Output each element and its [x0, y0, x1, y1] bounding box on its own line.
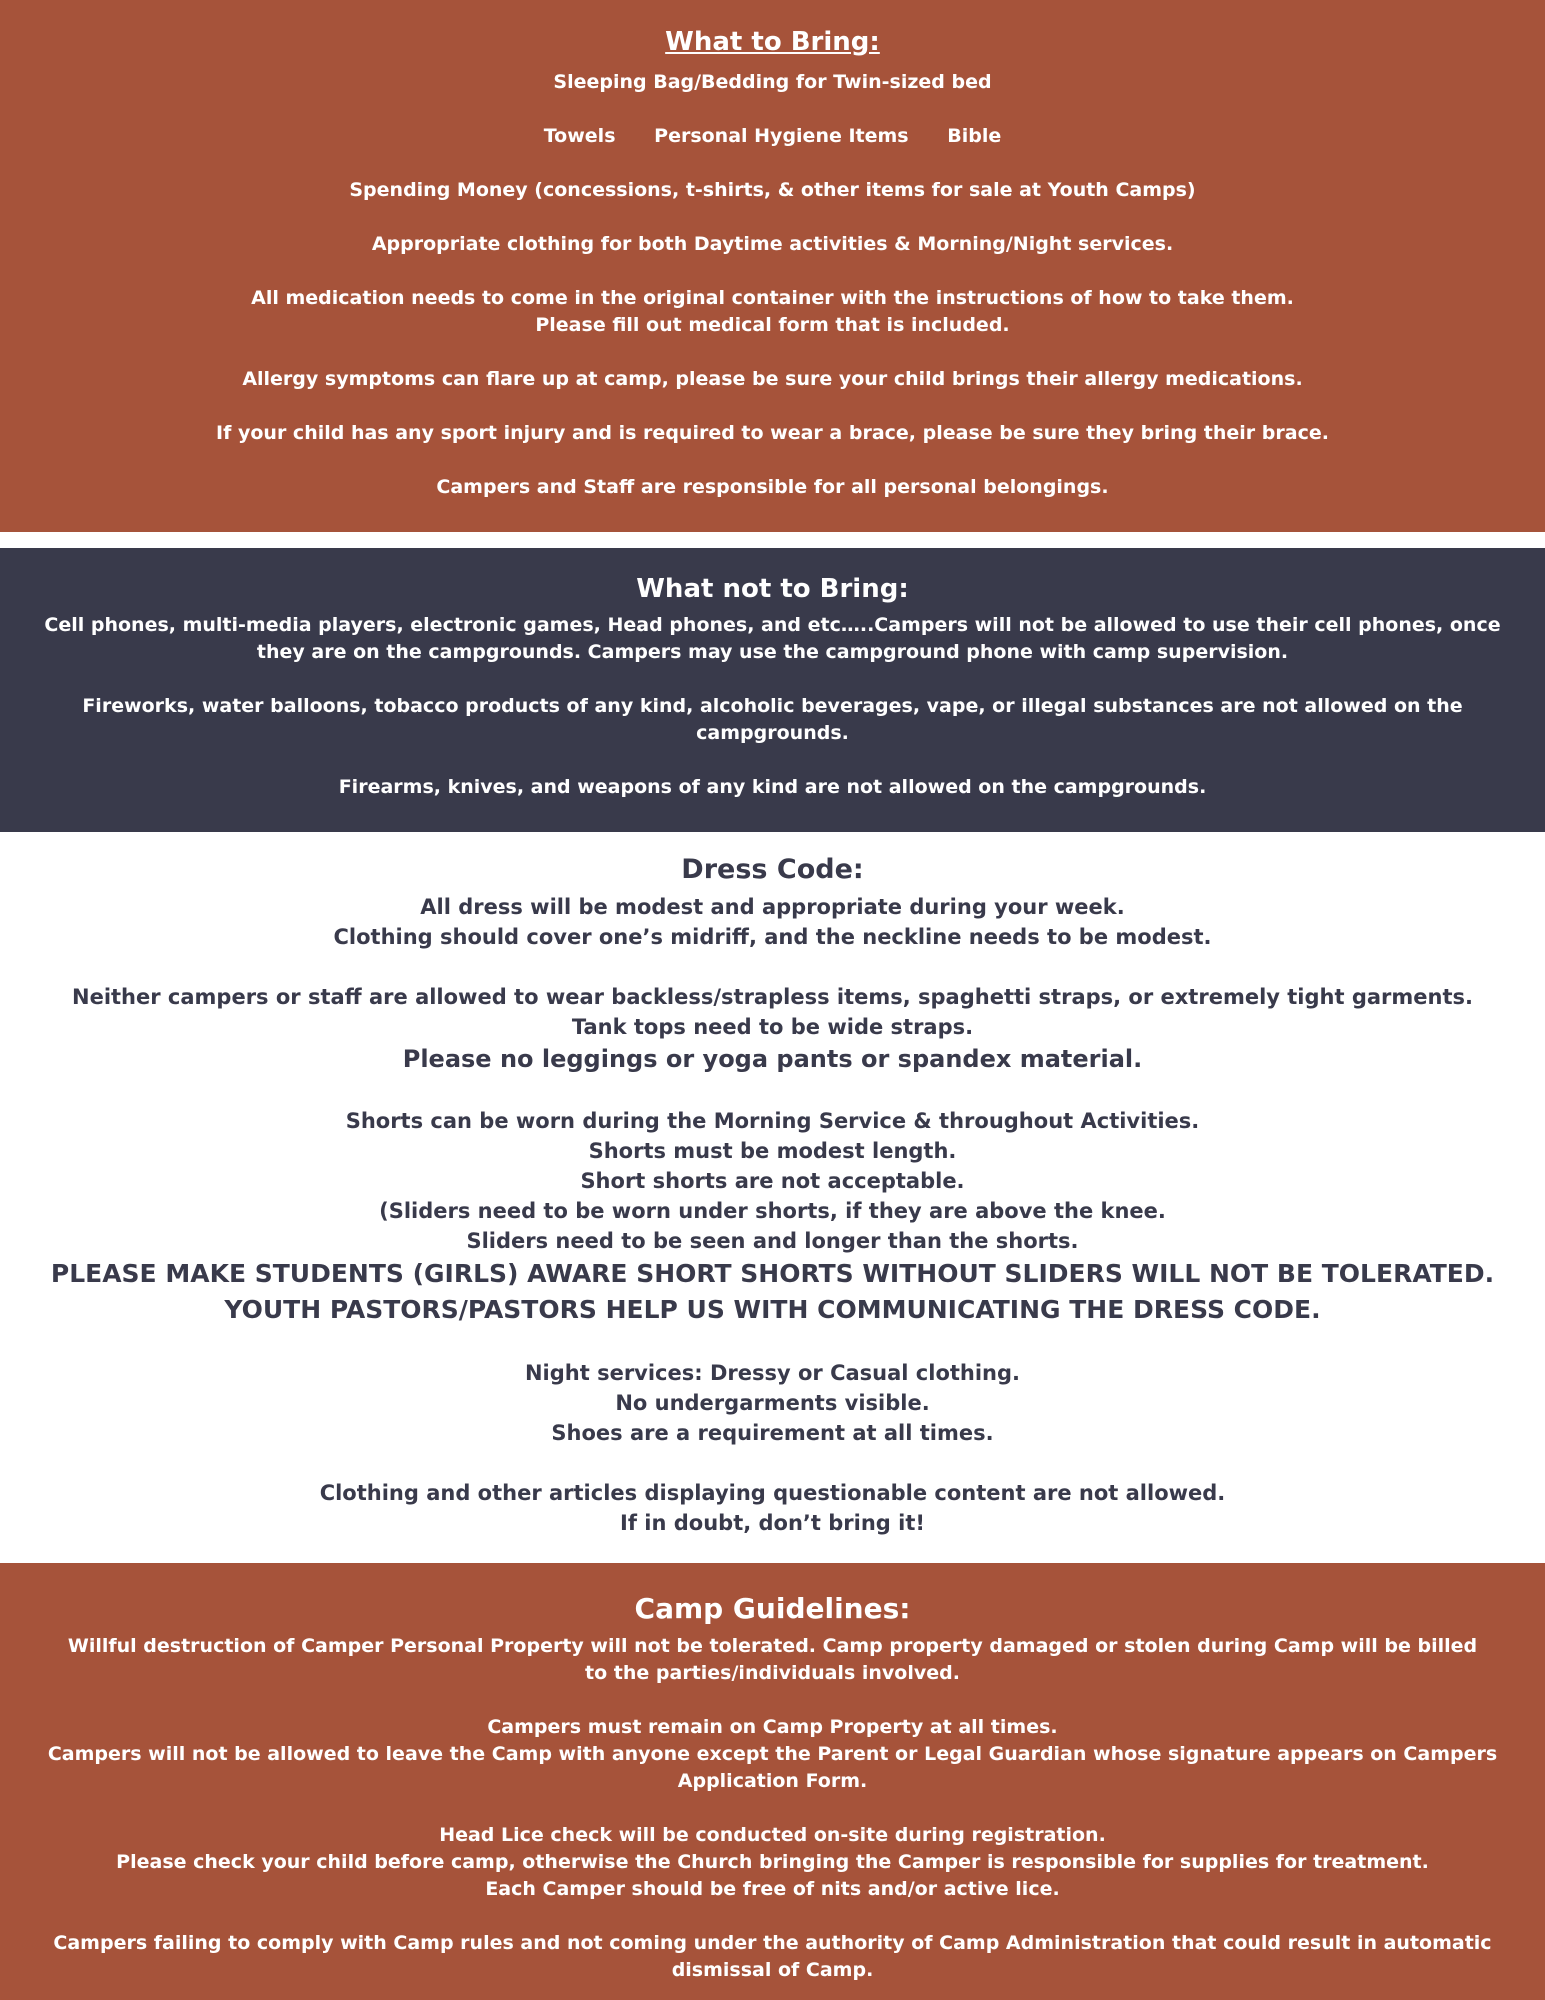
dress-line: All dress will be modest and appropriate during your week.: [420, 895, 1125, 919]
dress-line: Sliders need to be seen and longer than the shorts.: [466, 1229, 1079, 1253]
medication-text: All medication needs to come in the original container with the instructions of how to take them.: [251, 287, 1294, 309]
remain-text: Campers must remain on Camp Property at all times.: [487, 1716, 1058, 1738]
lice-text: Please check your child before camp, otherwise the Church bringing the Camper is responsible for supplies for treatment.: [116, 1851, 1429, 1873]
dress-line: Night services: Dressy or Casual clothing.: [524, 1361, 1021, 1385]
clothing-text: Appropriate clothing for both Daytime activities & Morning/Night services.: [371, 233, 1174, 255]
dress-code-title: Dress Code:: [681, 854, 864, 885]
dress-line: If in doubt, don’t bring it!: [620, 1511, 925, 1535]
brace-text: If your child has any sport injury and is required to wear a brace, please be sure they bring their brace.: [216, 422, 1329, 444]
basic-items-list: [0, 123, 1545, 150]
dress-line: Short shorts are not acceptable.: [580, 1169, 965, 1193]
lice-text: Head Lice check will be conducted on-site during registration.: [439, 1824, 1106, 1846]
dress-line-emphasis: Please no leggings or yoga pants or spandex material.: [402, 1045, 1143, 1073]
substances-text: Fireworks, water balloons, tobacco products of any kind, alcoholic beverages, vape, or illegal substances are not allowed on the campgrounds.: [82, 695, 1463, 744]
guardian-text: Campers will not be allowed to leave the Camp with anyone except the Parent or Legal Guardian whose signature appears on Campers Application Form.: [47, 1743, 1498, 1792]
lice-text: Each Camper should be free of nits and/or active lice.: [485, 1878, 1060, 1900]
dress-line: No undergarments visible.: [615, 1391, 930, 1415]
dress-line: Shorts must be modest length.: [588, 1139, 957, 1163]
what-not-to-bring-title: What not to Bring:: [636, 574, 909, 604]
property-text: Willful destruction of Camper Personal Property will not be tolerated. Camp property damaged or stolen during Camp will be billed: [67, 1635, 1478, 1657]
dress-caps-notice: PLEASE MAKE STUDENTS (GIRLS) AWARE SHORT SHORTS WITHOUT SLIDERS WILL NOT BE TOLERATED.: [50, 1259, 1495, 1288]
property-text-cont: to the parties/individuals involved.: [585, 1662, 960, 1684]
item-bible: Bible: [947, 125, 1002, 147]
what-not-to-bring-section: [0, 548, 1545, 832]
dress-line: Tank tops need to be wide straps.: [571, 1015, 974, 1039]
spending-money-text: Spending Money (concessions, t-shirts, & other items for sale at Youth Camps): [349, 179, 1196, 201]
dress-line: Clothing and other articles displaying questionable content are not allowed.: [319, 1481, 1226, 1505]
dress-line: Shoes are a requirement at all times.: [551, 1421, 994, 1445]
dress-caps-notice: YOUTH PASTORS/PASTORS HELP US WITH COMMUNICATING THE DRESS CODE.: [224, 1295, 1321, 1324]
weapons-text: Firearms, knives, and weapons of any kind are not allowed on the campgrounds.: [338, 776, 1207, 798]
bedding-text: Sleeping Bag/Bedding for Twin-sized bed: [553, 71, 992, 93]
dress-line: Shorts can be worn during the Morning Service & throughout Activities.: [345, 1109, 1200, 1133]
dress-line: Neither campers or staff are allowed to wear backless/strapless items, spaghetti straps, or extremely tight garments.: [72, 985, 1473, 1009]
allergy-text: Allergy symptoms can flare up at camp, please be sure your child brings their allergy medications.: [242, 368, 1303, 390]
what-to-bring-section: [0, 0, 1545, 532]
dismissal-text: Campers failing to comply with Camp rules and not coming under the authority of Camp Administration that could result in automatic dismissal of Camp.: [53, 1932, 1492, 1981]
item-towels: Towels: [543, 125, 616, 147]
belongings-text: Campers and Staff are responsible for all personal belongings.: [436, 476, 1109, 498]
medical-form-text: Please fill out medical form that is included.: [535, 314, 1010, 336]
camp-guidelines-title: Camp Guidelines:: [634, 1592, 911, 1625]
what-to-bring-title: What to Bring:: [665, 27, 880, 57]
dress-code-section: [0, 832, 1545, 1563]
phones-text: Cell phones, multi-media players, electronic games, Head phones, and etc…..Campers will not be allowed to use their cell phones, once they are on the campgrounds. Campers may use the campground phone with camp supervision.: [44, 614, 1501, 663]
item-hygiene: Personal Hygiene Items: [654, 125, 909, 147]
camp-guidelines-section: [0, 1563, 1545, 2000]
dress-line: (Sliders need to be worn under shorts, if they are above the knee.: [379, 1199, 1166, 1223]
dress-line: Clothing should cover one’s midriff, and the neckline needs to be modest.: [333, 925, 1212, 949]
